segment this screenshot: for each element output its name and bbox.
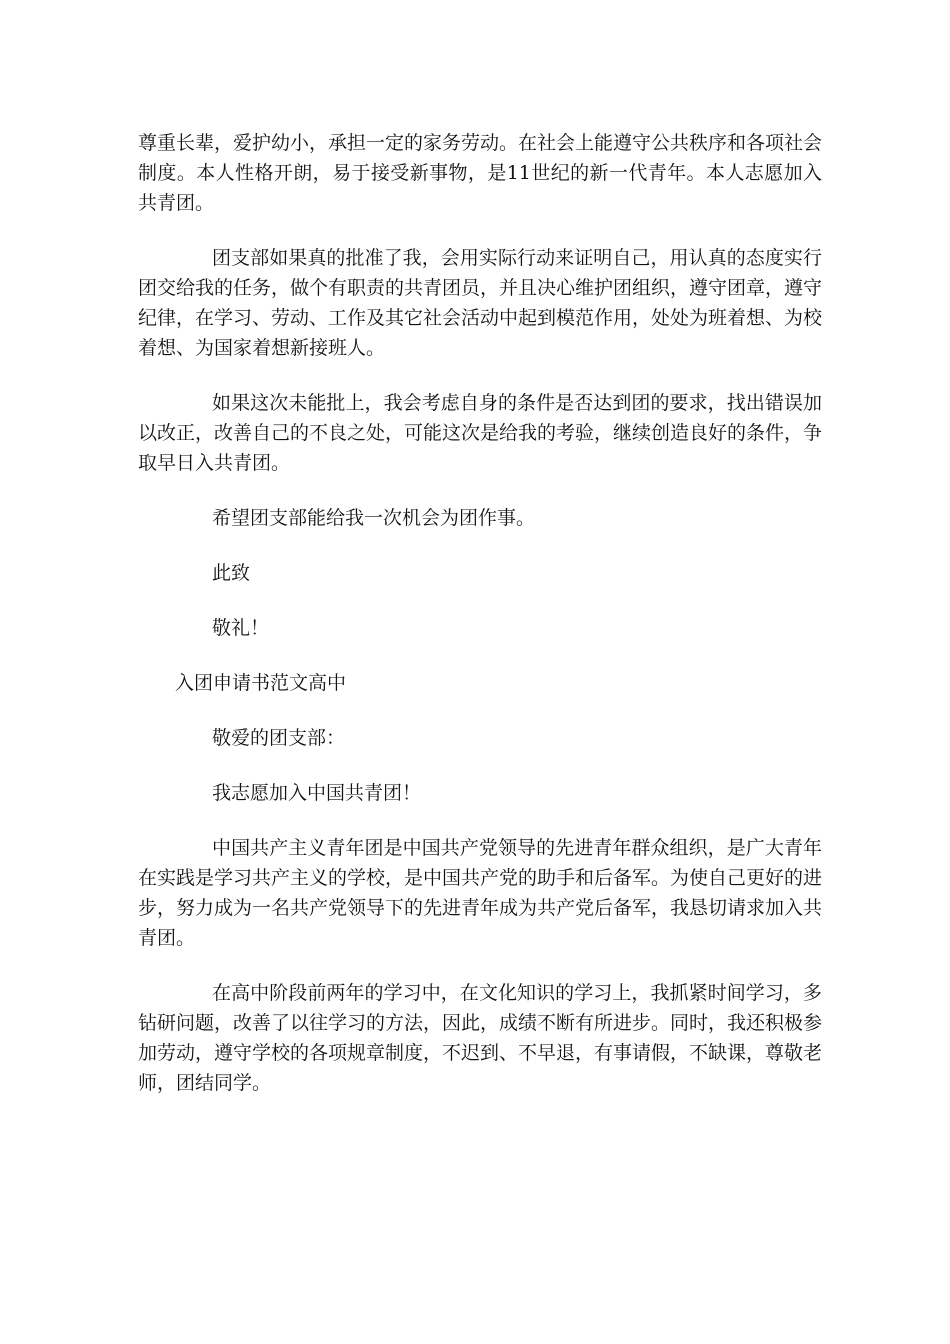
document-body xyxy=(138,128,822,1123)
closing-salutation: 此致 xyxy=(212,562,251,584)
paragraph-about-league: 中国共产主义青年团是中国共产党领导的先进青年群众组织，是广大青年在实践是学习共产主义的学校，是中国共产党的助手和后备军。为使自己更好的进步，努力成为一名共产党领导下的先进青年成为共产党后备军，我恳切请求加入共青团。 xyxy=(138,837,823,949)
section-title: 入团申请书范文高中 xyxy=(175,672,347,694)
statement-of-intent: 我志愿加入中国共青团！ xyxy=(212,782,422,804)
closing-regards: 敬礼！ xyxy=(212,617,270,639)
paragraph-if-not-approved: 如果这次未能批上，我会考虑自身的条件是否达到团的要求，找出错误加以改正，改善自己的不良之处，可能这次是给我的考验，继续创造良好的条件，争取早日入共青团。 xyxy=(138,392,823,474)
paragraph-study-performance: 在高中阶段前两年的学习中，在文化知识的学习上，我抓紧时间学习，多钻研问题，改善了以往学习的方法，因此，成绩不断有所进步。同时，我还积极参加劳动，遵守学校的各项规章制度，不迟到、不早退，有事请假，不缺课，尊敬老师，团结同学。 xyxy=(138,982,823,1094)
greeting: 敬爱的团支部： xyxy=(212,727,346,749)
paragraph-commitment: 团支部如果真的批准了我，会用实际行动来证明自己，用认真的态度实行团交给我的任务，做个有职责的共青团员，并且决心维护团组织，遵守团章，遵守纪律，在学习、劳动、工作及其它社会活动中起到模范作用，处处为班着想、为校着想、为国家着想新接班人。 xyxy=(138,247,823,359)
paragraph-family-society: 尊重长辈，爱护幼小，承担一定的家务劳动。在社会上能遵守公共秩序和各项社会制度。本人性格开朗，易于接受新事物，是11世纪的新一代青年。本人志愿加入共青团。 xyxy=(138,132,823,214)
paragraph-hope: 希望团支部能给我一次机会为团作事。 xyxy=(212,507,536,529)
